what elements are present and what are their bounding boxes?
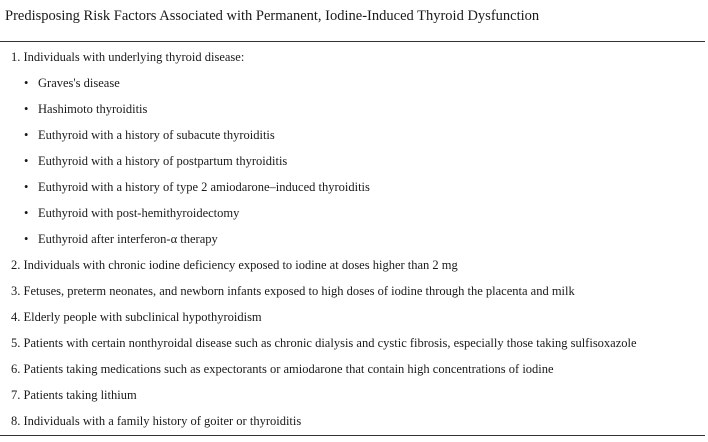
- item-number: 5.: [11, 336, 21, 350]
- list-item-7: [11, 387, 137, 403]
- list-item-3: [11, 283, 575, 299]
- item-text: Individuals with chronic iodine deficiency exposed to iodine at doses higher than 2 mg: [23, 258, 458, 272]
- item-text: Individuals with underlying thyroid disease:: [23, 50, 245, 64]
- item-text: Elderly people with subclinical hypothyroidism: [23, 310, 262, 324]
- bottom-rule: [0, 435, 705, 436]
- item-text: Patients with certain nonthyroidal disease such as chronic dialysis and cystic fibrosis, especially those taking sulfisoxazole: [23, 336, 637, 350]
- sub-item-text: Hashimoto thyroiditis: [38, 102, 148, 116]
- bullet-icon: •: [24, 154, 29, 168]
- bullet-icon: •: [24, 76, 29, 90]
- list-item-1: [11, 49, 244, 65]
- item-text: Patients taking medications such as expectorants or amiodarone that contain high concentrations of iodine: [23, 362, 554, 376]
- list-item-4: [11, 309, 262, 325]
- table-title: Predisposing Risk Factors Associated with Permanent, Iodine-Induced Thyroid Dysfunction: [5, 8, 540, 24]
- sub-item-text: Euthyroid with a history of subacute thyroiditis: [38, 128, 275, 142]
- item-number: 6.: [11, 362, 21, 376]
- list-item-5: [11, 335, 637, 351]
- list-item-2: [11, 257, 458, 273]
- list-item-8: [11, 413, 301, 429]
- item-text: Patients taking lithium: [23, 388, 137, 402]
- sub-item-graves: [24, 75, 120, 91]
- sub-item-text: Euthyroid with post-hemithyroidectomy: [38, 206, 240, 220]
- sub-item-subacute: [24, 127, 275, 143]
- bullet-icon: •: [24, 180, 29, 194]
- item-number: 7.: [11, 388, 21, 402]
- sub-item-text: Euthyroid with a history of postpartum thyroiditis: [38, 154, 288, 168]
- item-number: 4.: [11, 310, 21, 324]
- sub-item-hashimoto: [24, 101, 147, 117]
- sub-item-postpartum: [24, 153, 287, 169]
- sub-item-interferon: [24, 231, 218, 247]
- item-text: Fetuses, preterm neonates, and newborn infants exposed to high doses of iodine through the placenta and milk: [23, 284, 575, 298]
- bullet-icon: •: [24, 102, 29, 116]
- item-number: 8.: [11, 414, 21, 428]
- sub-item-hemithyroidectomy: [24, 205, 239, 221]
- bullet-icon: •: [24, 206, 29, 220]
- bullet-icon: •: [24, 232, 29, 246]
- sub-item-text: Euthyroid after interferon-α therapy: [38, 232, 218, 246]
- sub-item-text: Graves's disease: [38, 76, 120, 90]
- item-number: 3.: [11, 284, 21, 298]
- item-number: 1.: [11, 50, 21, 64]
- sub-item-amiodarone: [24, 179, 370, 195]
- item-text: Individuals with a family history of goiter or thyroiditis: [23, 414, 302, 428]
- list-item-6: [11, 361, 554, 377]
- sub-item-text: Euthyroid with a history of type 2 amiodarone–induced thyroiditis: [38, 180, 370, 194]
- item-number: 2.: [11, 258, 21, 272]
- top-rule: [0, 41, 705, 42]
- bullet-icon: •: [24, 128, 29, 142]
